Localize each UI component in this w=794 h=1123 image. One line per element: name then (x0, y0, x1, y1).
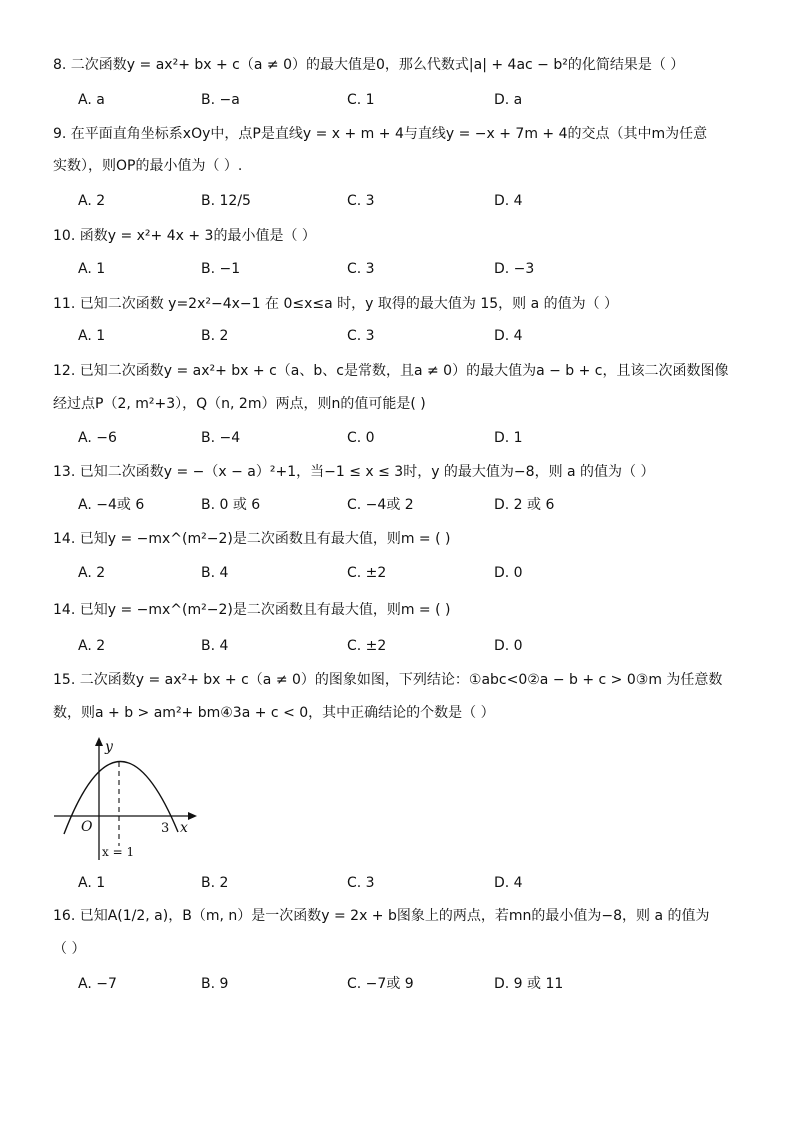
option-d[interactable]: D. 4 (494, 328, 523, 344)
option-c[interactable]: C. ±2 (347, 638, 387, 654)
x-axis-arrow-icon (188, 812, 197, 820)
question-11-stem: 11. 已知二次函数 y=2x²−4x−1 在 0≤x≤a 时，y 取得的最大值为 15，则 a 的值为（ ） (53, 296, 619, 312)
option-c[interactable]: C. 3 (347, 261, 375, 277)
option-d[interactable]: D. −3 (494, 261, 535, 277)
option-d[interactable]: D. 4 (494, 193, 523, 209)
option-b[interactable]: B. 2 (201, 875, 229, 891)
question-16-stem-line2: （ ） (53, 941, 86, 957)
question-10-stem: 10. 函数y = x²+ 4x + 3的最小值是（ ） (53, 228, 316, 244)
question-9-stem-line2: 实数），则OP的最小值为（ ）. (53, 158, 243, 174)
question-12-stem-line2: 经过点P（2, m²+3），Q（n, 2m）两点，则n的值可能是( ) (53, 396, 426, 412)
y-axis-label: y (105, 739, 113, 755)
option-b[interactable]: B. 9 (201, 976, 229, 992)
option-b[interactable]: B. −1 (201, 261, 241, 277)
parabola-graph (52, 734, 202, 864)
question-11-options (0, 325, 794, 347)
question-16-options (0, 973, 794, 995)
option-b[interactable]: B. −a (201, 92, 240, 108)
option-a[interactable]: A. a (78, 92, 105, 108)
question-13-stem: 13. 已知二次函数y = −（x − a）²+1，当−1 ≤ x ≤ 3时，y 的最大值为−8，则 a 的值为（ ） (53, 464, 655, 480)
question-14-duplicate-options (0, 635, 794, 657)
question-14-options (0, 562, 794, 584)
question-12-stem-line1: 12. 已知二次函数y = ax²+ bx + c（a、b、c是常数，且a ≠ 0）的最大值为a − b + c，且该二次函数图像 (53, 363, 729, 379)
symmetry-axis-label: x = 1 (102, 845, 135, 859)
option-c[interactable]: C. 3 (347, 328, 375, 344)
option-d[interactable]: D. 0 (494, 565, 523, 581)
option-c[interactable]: C. ±2 (347, 565, 387, 581)
x-axis-label: x (180, 820, 188, 836)
root-label: 3 (161, 821, 170, 836)
question-9-options (0, 190, 794, 212)
option-d[interactable]: D. a (494, 92, 523, 108)
question-12-options (0, 427, 794, 449)
question-15-stem-line1: 15. 二次函数y = ax²+ bx + c（a ≠ 0）的图象如图，下列结论：①abc<0②a − b + c > 0③m 为任意数 (53, 672, 723, 688)
question-13-options (0, 494, 794, 516)
option-c[interactable]: C. 3 (347, 193, 375, 209)
option-a[interactable]: A. 2 (78, 193, 106, 209)
origin-label: O (81, 819, 93, 835)
y-axis-arrow-icon (95, 737, 103, 746)
option-b[interactable]: B. −4 (201, 430, 241, 446)
option-c[interactable]: C. 0 (347, 430, 375, 446)
option-b[interactable]: B. 12/5 (201, 193, 251, 209)
option-a[interactable]: A. 1 (78, 875, 106, 891)
option-a[interactable]: A. −6 (78, 430, 117, 446)
option-d[interactable]: D. 4 (494, 875, 523, 891)
option-d[interactable]: D. 2 或 6 (494, 497, 555, 513)
option-c[interactable]: C. 1 (347, 92, 375, 108)
option-a[interactable]: A. 1 (78, 328, 106, 344)
option-b[interactable]: B. 2 (201, 328, 229, 344)
question-8-stem: 8. 二次函数y = ax²+ bx + c（a ≠ 0）的最大值是0，那么代数式|a| + 4ac − b²的化简结果是（ ） (53, 57, 685, 73)
option-a[interactable]: A. 2 (78, 638, 106, 654)
option-d[interactable]: D. 1 (494, 430, 523, 446)
option-d[interactable]: D. 0 (494, 638, 523, 654)
question-14-duplicate-stem: 14. 已知y = −mx^(m²−2)是二次函数且有最大值，则m = ( ) (53, 602, 451, 618)
option-b[interactable]: B. 4 (201, 565, 229, 581)
option-a[interactable]: A. −7 (78, 976, 117, 992)
question-15-options (0, 872, 794, 894)
question-15-stem-line2: 数，则a + b > am²+ bm④3a + c < 0，其中正确结论的个数是（ ） (53, 705, 495, 721)
option-b[interactable]: B. 4 (201, 638, 229, 654)
option-a[interactable]: A. 2 (78, 565, 106, 581)
option-a[interactable]: A. 1 (78, 261, 106, 277)
option-d[interactable]: D. 9 或 11 (494, 976, 564, 992)
option-b[interactable]: B. 0 或 6 (201, 497, 261, 513)
option-a[interactable]: A. −4或 6 (78, 497, 145, 513)
option-c[interactable]: C. 3 (347, 875, 375, 891)
question-10-options (0, 258, 794, 280)
question-8-options (0, 89, 794, 111)
question-16-stem-line1: 16. 已知A(1/2, a)，B（m, n）是一次函数y = 2x + b图象上的两点，若mn的最小值为−8，则 a 的值为 (53, 908, 710, 924)
option-c[interactable]: C. −7或 9 (347, 976, 414, 992)
question-14-stem: 14. 已知y = −mx^(m²−2)是二次函数且有最大值，则m = ( ) (53, 531, 451, 547)
option-c[interactable]: C. −4或 2 (347, 497, 414, 513)
question-9-stem-line1: 9. 在平面直角坐标系xOy中，点P是直线y = x + m + 4与直线y = −x + 7m + 4的交点（其中m为任意 (53, 126, 708, 142)
